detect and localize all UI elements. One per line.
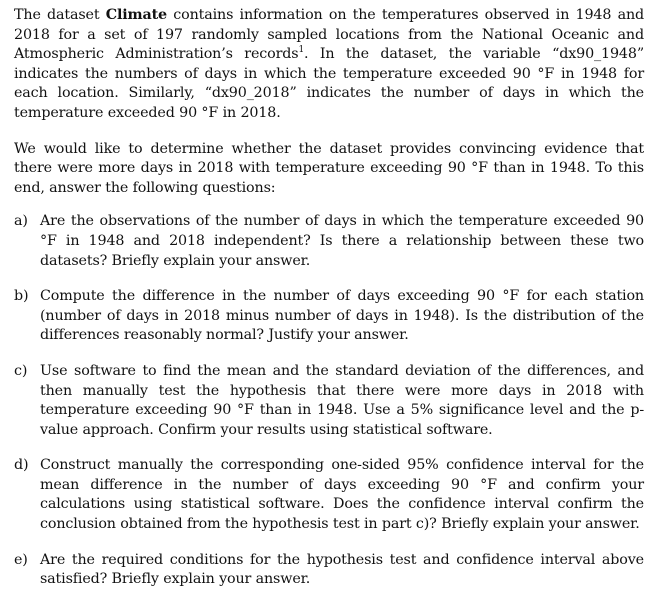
question-c xyxy=(14,362,644,440)
dataset-name: Climate xyxy=(105,7,168,23)
goal-paragraph: We would like to determine whether the dataset provides convincing evidence that there were more days in 2018 with temperature exceeding 90 °F than in 1948. To this end, answer the following questions: xyxy=(14,140,644,196)
question-e xyxy=(14,551,644,590)
question-d xyxy=(14,456,644,534)
intro-text-start: The dataset xyxy=(14,7,106,23)
footnote-marker: 1 xyxy=(298,45,305,56)
question-label: d) xyxy=(14,457,29,474)
question-text: Are the required conditions for the hypothesis test and confidence interval above satisfied? Briefly explain your answer. xyxy=(40,551,644,588)
intro-text-middle: contains information on the temperatures observed in 1948 and 2018 for a set of 197 randomly sampled locations from the National Oceanic and Atmospheric Administration’s records xyxy=(14,7,645,63)
question-b xyxy=(14,287,644,346)
question-label: b) xyxy=(14,288,29,305)
question-text: Use software to find the mean and the standard deviation of the differences, and then manually test the hypothesis that there were more days in 2018 with temperature exceeding 90 °F than in 1948. Use a 5% significance level and the p-value approach. Confirm your results using statistical software. xyxy=(40,362,644,438)
question-a xyxy=(14,212,644,271)
question-text: Are the observations of the number of days in which the temperature exceeded 90 °F in 1948 and 2018 independent? Is there a relationship between these two datasets? Briefly explain your answer. xyxy=(40,213,644,269)
question-text: Construct manually the corresponding one-sided 95% confidence interval for the mean difference in the number of days exceeding 90 °F and confirm your calculations using statistical software. Does the confidence interval confirm the conclusion obtained from the hypothesis test in part c)? Briefly explain your answer. xyxy=(40,457,644,533)
intro-paragraph xyxy=(14,6,644,124)
question-label: e) xyxy=(14,551,28,568)
question-label: c) xyxy=(14,362,28,379)
question-label: a) xyxy=(14,213,28,230)
question-text: Compute the difference in the number of days exceeding 90 °F for each station (number of days in 2018 minus number of days in 1948). Is the distribution of the differences reasonably normal? Justify your answer. xyxy=(40,288,644,344)
intro-text-end: . In the dataset, the variable “dx90_1948” indicates the numbers of days in which the temperature exceeded 90 °F in 1948 for each location. Similarly, “dx90_2018” indicates the number of days in which the temperature exceeded 90 °F in 2018. xyxy=(14,46,644,121)
